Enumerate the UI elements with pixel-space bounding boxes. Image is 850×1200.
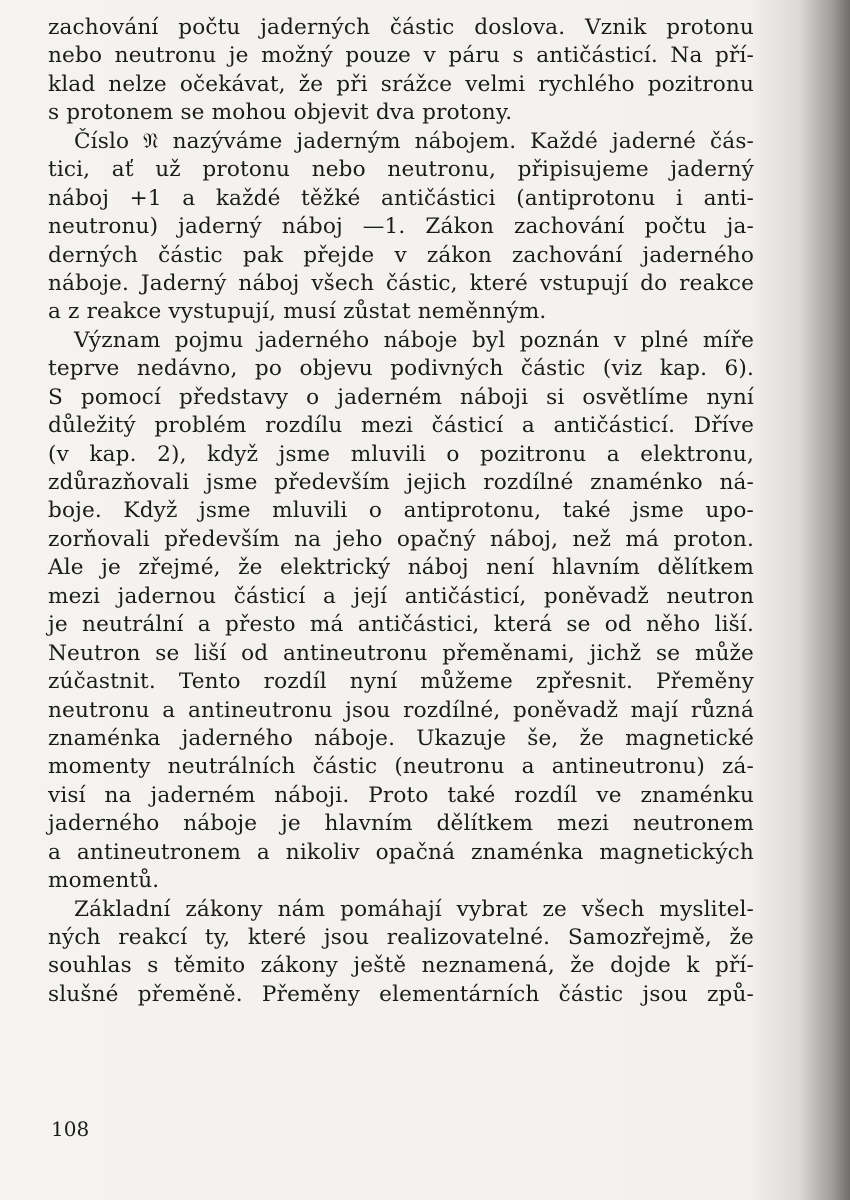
paragraph [48, 128, 754, 327]
text-line: náboj +1 a každé těžké antičástici (antiprotonu i anti- [48, 185, 754, 211]
text-line: teprve nedávno, po objevu podivných částic (viz kap. 6). [48, 356, 754, 382]
text-line: Ale je zřejmé, že elektrický náboj není hlavním dělítkem [48, 555, 754, 581]
text-line: zúčastnit. Tento rozdíl nyní můžeme zpřesnit. Přeměny [48, 669, 754, 695]
text-line: tici, ať už protonu nebo neutronu, připisujeme jaderný [48, 157, 754, 183]
text-line: klad nelze očekávat, že při srážce velmi rychlého pozitronu [48, 71, 754, 97]
paragraph [48, 327, 754, 896]
body-text [48, 14, 754, 1009]
text-line: a antineutronem a nikoliv opačná znaménka magnetických [48, 839, 754, 865]
text-line: jaderného náboje je hlavním dělítkem mezi neutronem [48, 811, 754, 837]
text-line: nebo neutronu je možný pouze v páru s antičásticí. Na pří- [48, 43, 754, 69]
text-line: boje. Když jsme mluvili o antiprotonu, také jsme upo- [48, 498, 754, 524]
text-line: zachování počtu jaderných částic doslova. Vznik protonu [48, 15, 754, 40]
text-line: visí na jaderném náboji. Proto také rozdíl ve znaménku [48, 782, 754, 808]
text-line: je neutrální a přesto má antičástici, která se od něho liší. [48, 612, 754, 638]
text-line: s protonem se mohou objevit dva protony. [48, 100, 513, 126]
text-line: derných částic pak přejde v zákon zachování jaderného [48, 242, 754, 268]
text-line: Číslo 𝔑 nazýváme jaderným nábojem. Každé jaderné čás- [74, 128, 754, 154]
text-line: ných reakcí ty, které jsou realizovatelné. Samozřejmě, že [48, 925, 754, 950]
text-line: momentů. [48, 868, 160, 894]
text-line: mezi jadernou částicí a její antičásticí, poněvadž neutron [48, 583, 754, 609]
text-line: momenty neutrálních částic (neutronu a antineutronu) zá- [48, 754, 754, 780]
text-line: slušné přeměně. Přeměny elementárních částic jsou způ- [48, 981, 754, 1007]
paragraph [48, 14, 754, 128]
page-number: 108 [51, 1117, 90, 1141]
text-line: Základní zákony nám pomáhají vybrat ze všech myslitel- [74, 896, 754, 922]
text-line: náboje. Jaderný náboj všech částic, které vstupují do reakce [48, 270, 754, 296]
text-line: souhlas s těmito zákony ještě neznamená, že dojde k pří- [48, 953, 754, 979]
text-line: neutronu a antineutronu jsou rozdílné, poněvadž mají různá [48, 697, 754, 723]
text-line: neutronu) jaderný náboj —1. Zákon zachování počtu ja- [48, 214, 754, 240]
text-line: Význam pojmu jaderného náboje byl poznán v plné míře [74, 327, 754, 353]
text-line: důležitý problém rozdílu mezi částicí a antičásticí. Dříve [48, 413, 754, 439]
text-line: zdůrazňovali jsme především jejich rozdílné znaménko ná- [48, 470, 754, 495]
paragraph [48, 896, 754, 1010]
text-line: Neutron se liší od antineutronu přeměnami, jichž se může [48, 640, 754, 666]
text-line: znaménka jaderného náboje. Ukazuje še, že magnetické [48, 725, 754, 751]
text-line: zorňovali především na jeho opačný náboj, než má proton. [48, 526, 754, 552]
text-line: S pomocí představy o jaderném náboji si osvětlíme nyní [48, 384, 754, 410]
text-line: a z reakce vystupují, musí zůstat neměnným. [48, 299, 547, 325]
text-line: (v kap. 2), když jsme mluvili o pozitronu a elektronu, [48, 441, 754, 467]
